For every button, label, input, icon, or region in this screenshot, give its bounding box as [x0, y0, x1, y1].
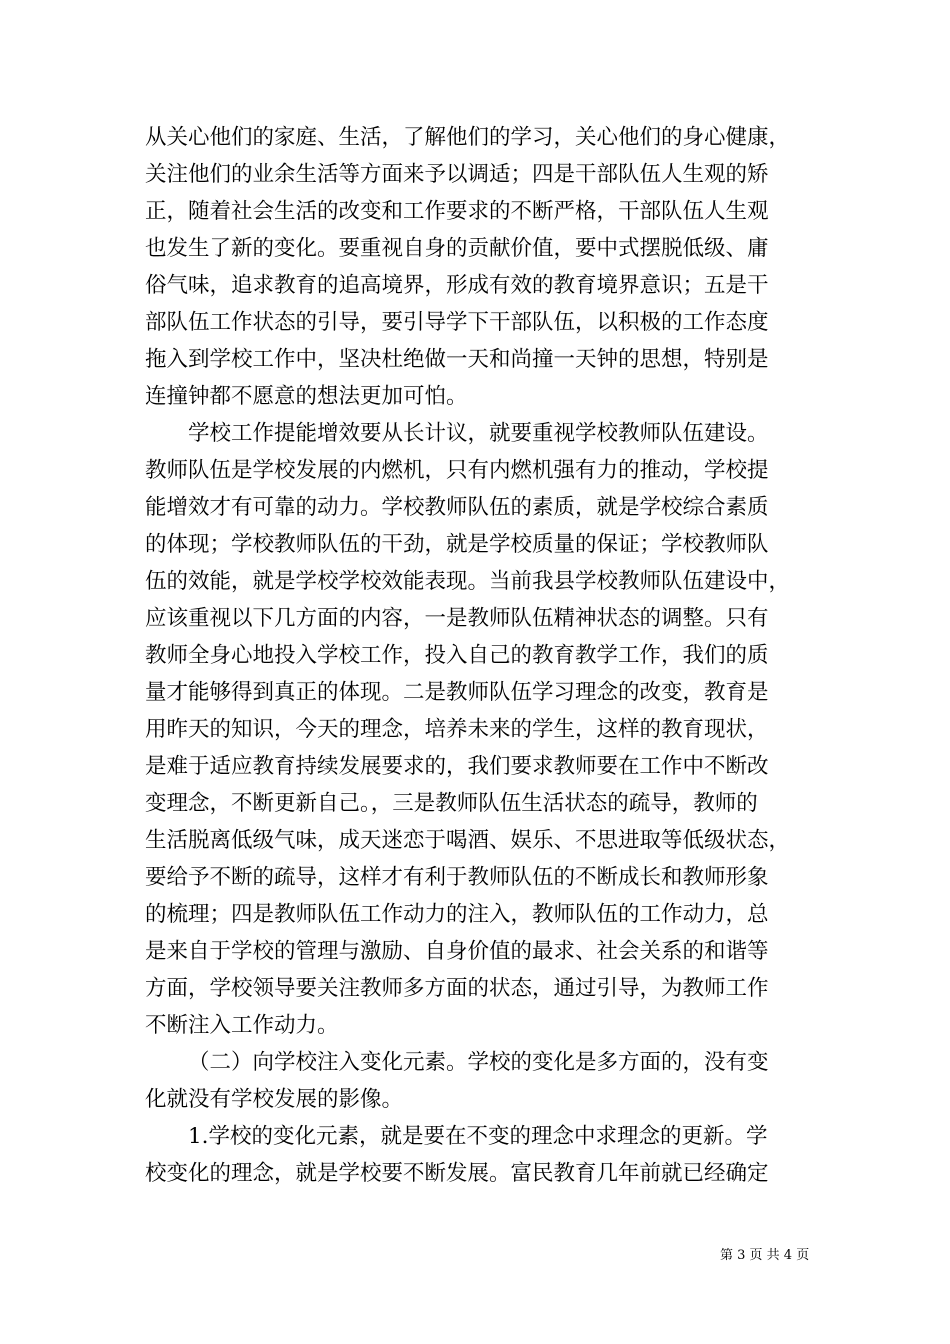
text-line: 从关心他们的家庭、生活，了解他们的学习，关心他们的身心健康， [145, 125, 791, 150]
text-line: 的梳理；四是教师队伍工作动力的注入，教师队伍的工作动力，总 [145, 902, 769, 927]
text-line: 俗气味，追求教育的追高境界，形成有效的教育境界意识；五是干 [145, 273, 769, 298]
text-line: 校变化的理念，就是学校要不断发展。富民教育几年前就已经确定 [145, 1161, 769, 1186]
text-line: 部队伍工作状态的引导，要引导学下干部队伍，以积极的工作态度 [145, 310, 769, 335]
text-line: 拖入到学校工作中，坚决杜绝做一天和尚撞一天钟的思想，特别是 [145, 347, 769, 372]
text-line: 的体现；学校教师队伍的干劲，就是学校质量的保证；学校教师队 [145, 532, 769, 557]
text-line: 量才能够得到真正的体现。二是教师队伍学习理念的改变，教育是 [145, 680, 769, 705]
text-line: 不断注入工作动力。 [145, 1013, 339, 1038]
text-line: 应该重视以下几方面的内容，一是教师队伍精神状态的调整。只有 [145, 606, 769, 631]
section-heading-line: （二）向学校注入变化元素。学校的变化是多方面的，没有变 [188, 1050, 769, 1075]
paragraph-first-line: 学校工作提能增效要从长计议，就要重视学校教师队伍建设。 [188, 421, 769, 446]
paragraph-first-line: 1.学校的变化元素，就是要在不变的理念中求理念的更新。学 [188, 1124, 768, 1149]
text-line: 生活脱离低级气味，成天迷恋于喝酒、娱乐、不思进取等低级状态， [145, 828, 791, 853]
text-line: 化就没有学校发展的影像。 [145, 1087, 404, 1112]
text-line: 是难于适应教育持续发展要求的，我们要求教师要在工作中不断改 [145, 754, 769, 779]
text-line: 方面，学校领导要关注教师多方面的状态，通过引导，为教师工作 [145, 976, 769, 1001]
text-line: 是来自于学校的管理与激励、自身价值的最求、社会关系的和谐等 [145, 939, 769, 964]
text-line: 要给予不断的疏导，这样才有利于教师队伍的不断成长和教师形象 [145, 865, 769, 890]
text-line: 关注他们的业余生活等方面来予以调适；四是干部队伍人生观的矫 [145, 162, 769, 187]
text-line: 教师队伍是学校发展的内燃机，只有内燃机强有力的推动，学校提 [145, 458, 769, 483]
text-line: 也发生了新的变化。要重视自身的贡献价值，要中式摆脱低级、庸 [145, 236, 769, 261]
text-line: 变理念，不断更新自己。，三是教师队伍生活状态的疏导，教师的 [145, 791, 758, 816]
text-line: 教师全身心地投入学校工作，投入自己的教育教学工作，我们的质 [145, 643, 769, 668]
text-line: 用昨天的知识，今天的理念，培养未来的学生，这样的教育现状， [145, 717, 769, 742]
text-line: 伍的效能，就是学校学校效能表现。当前我县学校教师队伍建设中， [145, 569, 791, 594]
page-number-footer: 第 3 页 共 4 页 [720, 1248, 810, 1263]
text-line: 连撞钟都不愿意的想法更加可怕。 [145, 384, 468, 409]
text-line: 能增效才有可靠的动力。学校教师队伍的素质，就是学校综合素质 [145, 495, 769, 520]
text-line: 正，随着社会生活的改变和工作要求的不断严格，干部队伍人生观 [145, 199, 769, 224]
